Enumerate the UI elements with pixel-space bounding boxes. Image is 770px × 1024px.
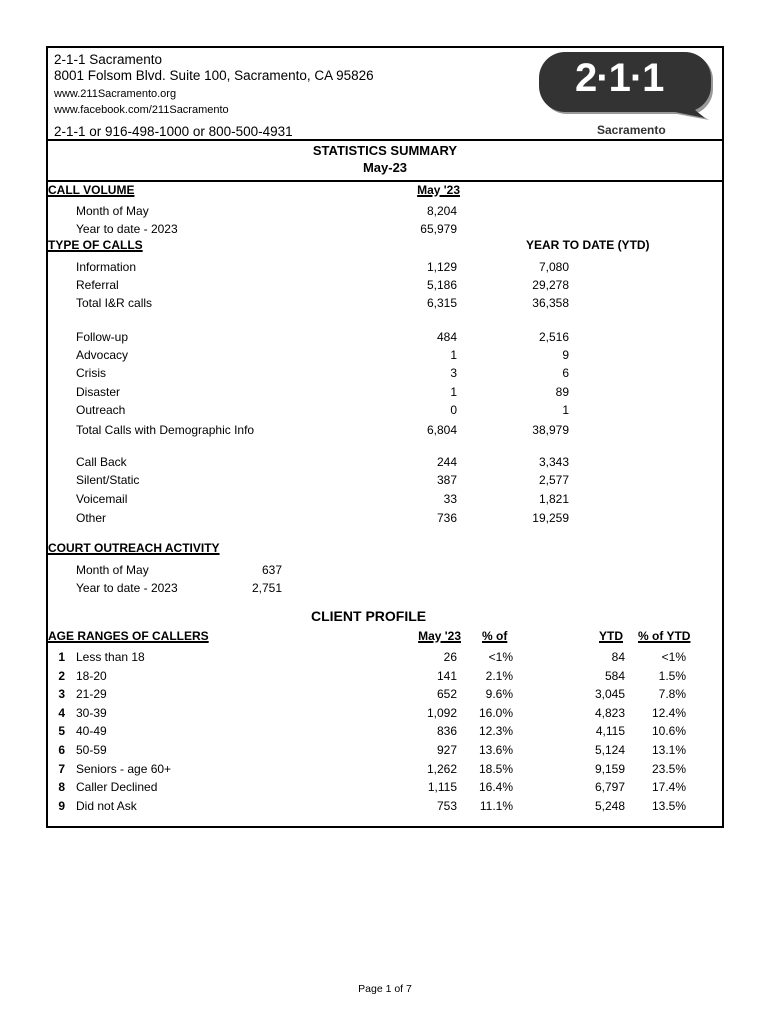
call-type-ytd-value: 2,577 — [538, 473, 569, 487]
call-type-ytd-value: 1 — [562, 403, 569, 417]
call-type-month-value: 6,315 — [426, 296, 457, 310]
age-month-value: 141 — [436, 668, 457, 683]
age-month-pct: 16.4% — [478, 780, 513, 795]
age-range-label: Less than 18 — [76, 650, 145, 664]
age-range-label: 18-20 — [76, 668, 107, 683]
page-number: Page 1 of 7 — [358, 983, 412, 995]
age-ytd-value: 9,159 — [594, 761, 625, 776]
page-title: STATISTICS SUMMARY — [312, 143, 458, 158]
age-ytd-value: 3,045 — [594, 687, 625, 702]
title-divider — [46, 180, 724, 182]
age-month-pct: 18.5% — [478, 761, 513, 776]
age-month-pct: 2.1% — [485, 668, 513, 683]
age-ytd-pct: 7.8% — [658, 687, 686, 702]
age-month-value: 927 — [436, 743, 457, 757]
age-ytd-value: 584 — [604, 668, 625, 683]
age-row-number: 3 — [58, 687, 65, 702]
age-month-value: 836 — [436, 724, 457, 739]
call-type-ytd-value: 7,080 — [538, 260, 569, 274]
logo-subtext: Sacramento — [597, 123, 666, 137]
call-type-ytd-value: 29,278 — [532, 278, 569, 292]
age-row-number: 6 — [58, 743, 65, 757]
age-ytd-value: 6,797 — [594, 780, 625, 795]
age-month-pct: 16.0% — [478, 705, 513, 720]
age-month-value: 1,092 — [426, 705, 457, 720]
age-range-label: 21-29 — [76, 687, 107, 702]
age-ytd-value: 84 — [611, 650, 625, 664]
age-row-number: 5 — [58, 724, 65, 739]
client-profile-title: CLIENT PROFILE — [311, 608, 427, 624]
call-type-month-value: 387 — [436, 473, 457, 487]
age-month-pct: 11.1% — [479, 798, 513, 813]
logo-text: 2·1·1 — [575, 56, 664, 100]
age-ytd-pct: 23.5% — [651, 761, 686, 776]
age-month-value: 1,262 — [426, 761, 457, 776]
call-type-ytd-value: 38,979 — [532, 423, 569, 437]
call-type-label: Information — [76, 260, 137, 274]
call-type-label: Silent/Static — [76, 473, 140, 487]
org-facebook: www.facebook.com/211Sacramento — [54, 104, 229, 116]
age-row-number: 7 — [58, 761, 65, 776]
type-of-calls-heading: TYPE OF CALLS — [48, 238, 143, 252]
age-range-label: 30-39 — [76, 705, 107, 720]
age-ytd-value: 4,823 — [594, 705, 625, 720]
age-row-number: 1 — [58, 650, 65, 664]
court-outreach-value: 637 — [261, 563, 282, 577]
call-type-label: Outreach — [76, 403, 126, 417]
call-volume-value: 8,204 — [426, 204, 457, 218]
age-range-label: Did not Ask — [76, 798, 137, 813]
call-type-month-value: 1 — [450, 348, 457, 362]
call-type-ytd-value: 9 — [562, 348, 569, 362]
age-range-label: Caller Declined — [76, 780, 158, 795]
call-type-month-value: 1 — [450, 385, 457, 399]
call-type-label: Total I&R calls — [76, 296, 153, 310]
call-type-month-value: 0 — [450, 403, 457, 417]
age-month-value: 753 — [436, 798, 457, 813]
court-outreach-value: 2,751 — [251, 581, 282, 595]
org-phones: 2-1-1 or 916-498-1000 or 800-500-4931 — [54, 124, 293, 139]
age-row-number: 9 — [58, 798, 65, 813]
age-ytd-pct: 13.5% — [651, 798, 686, 813]
age-col-month: May '23 — [418, 629, 461, 643]
call-type-label: Advocacy — [76, 348, 129, 362]
call-volume-heading: CALL VOLUME — [48, 183, 135, 197]
call-type-month-value: 6,804 — [426, 423, 457, 437]
header-divider — [46, 139, 724, 141]
age-row-number: 8 — [58, 780, 65, 795]
age-col-pct: % of — [482, 629, 508, 643]
call-type-label: Follow-up — [76, 330, 129, 344]
age-ytd-pct: 17.4% — [651, 780, 686, 795]
age-ytd-pct: 12.4% — [651, 705, 686, 720]
call-type-ytd-value: 6 — [562, 366, 569, 380]
court-outreach-heading: COURT OUTREACH ACTIVITY — [48, 541, 220, 555]
call-volume-value: 65,979 — [420, 222, 457, 236]
call-volume-label: Month of May — [76, 204, 149, 218]
call-volume-label: Year to date - 2023 — [76, 222, 178, 236]
call-type-month-value: 244 — [436, 455, 457, 469]
age-ytd-value: 5,124 — [594, 743, 625, 757]
call-type-label: Voicemail — [76, 492, 128, 506]
age-ytd-pct: 13.1% — [651, 743, 686, 757]
call-type-month-value: 33 — [443, 492, 457, 506]
age-month-pct: <1% — [488, 650, 513, 664]
court-outreach-label: Year to date - 2023 — [76, 581, 178, 595]
call-type-month-value: 5,186 — [426, 278, 457, 292]
call-type-ytd-value: 19,259 — [532, 511, 569, 525]
call-type-label: Crisis — [76, 366, 106, 380]
age-ytd-pct: <1% — [661, 650, 686, 664]
age-ytd-pct: 1.5% — [658, 668, 686, 683]
age-ranges-heading: AGE RANGES OF CALLERS — [48, 629, 209, 643]
page-period: May-23 — [362, 160, 408, 175]
call-type-month-value: 484 — [436, 330, 457, 344]
age-range-label: Seniors - age 60+ — [76, 761, 172, 776]
age-row-number: 2 — [58, 668, 65, 683]
age-month-value: 26 — [443, 650, 457, 664]
age-month-pct: 13.6% — [478, 743, 513, 757]
age-row-number: 4 — [58, 705, 65, 720]
call-type-month-value: 736 — [436, 511, 457, 525]
call-type-ytd-value: 36,358 — [532, 296, 569, 310]
call-type-label: Total Calls with Demographic Info — [76, 423, 255, 437]
call-volume-col-header: May '23 — [417, 183, 460, 197]
age-ytd-value: 5,248 — [594, 798, 625, 813]
age-month-pct: 9.6% — [485, 687, 513, 702]
age-range-label: 40-49 — [76, 724, 107, 739]
age-col-ytd: YTD — [599, 629, 623, 643]
ytd-header: YEAR TO DATE (YTD) — [526, 238, 650, 252]
org-address: 8001 Folsom Blvd. Suite 100, Sacramento, CA 95826 — [54, 68, 374, 83]
age-ytd-value: 4,115 — [595, 724, 625, 739]
call-type-month-value: 1,129 — [426, 260, 457, 274]
call-type-label: Referral — [76, 278, 119, 292]
age-ytd-pct: 10.6% — [651, 724, 686, 739]
call-type-ytd-value: 1,821 — [538, 492, 569, 506]
call-type-month-value: 3 — [450, 366, 457, 380]
call-type-ytd-value: 3,343 — [538, 455, 569, 469]
call-type-ytd-value: 2,516 — [538, 330, 569, 344]
call-type-label: Other — [76, 511, 107, 525]
org-website: www.211Sacramento.org — [54, 88, 177, 100]
age-month-value: 652 — [436, 687, 457, 702]
call-type-label: Call Back — [76, 455, 127, 469]
call-type-label: Disaster — [76, 385, 121, 399]
org-name: 2-1-1 Sacramento — [54, 52, 163, 67]
age-col-pct-ytd: % of YTD — [638, 629, 691, 643]
court-outreach-label: Month of May — [76, 563, 149, 577]
call-type-ytd-value: 89 — [555, 385, 569, 399]
age-range-label: 50-59 — [76, 743, 107, 757]
age-month-pct: 12.3% — [478, 724, 513, 739]
age-month-value: 1,115 — [427, 780, 457, 795]
